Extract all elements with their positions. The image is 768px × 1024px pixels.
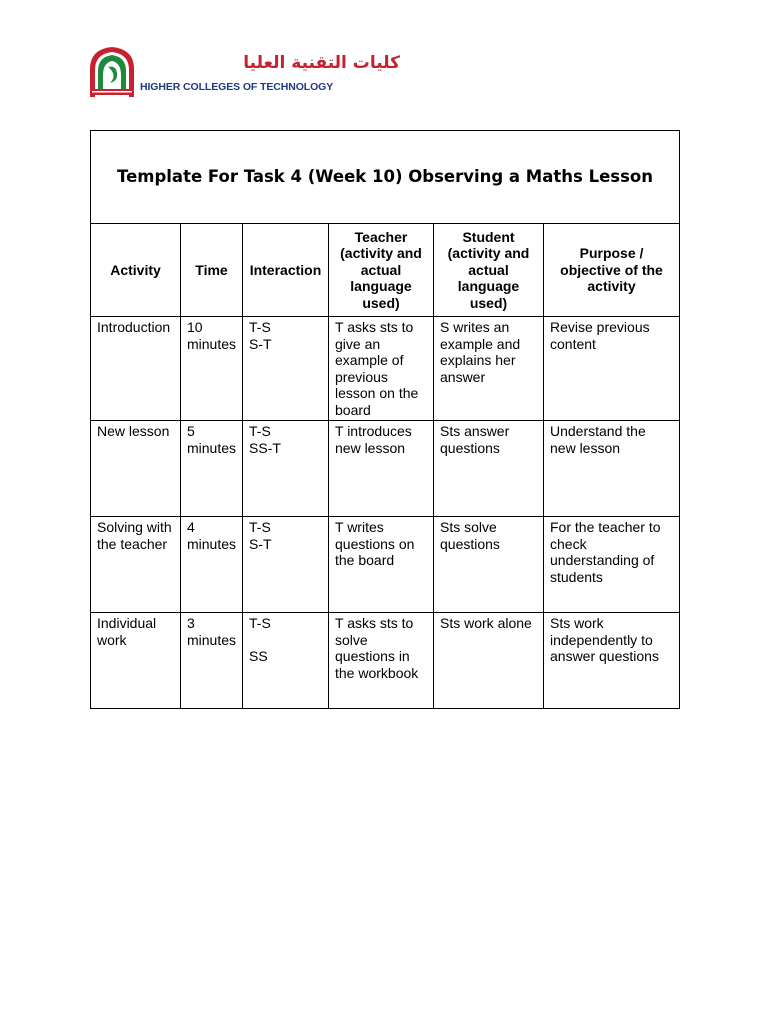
interaction-cell: T-S SS-T (243, 421, 329, 517)
time-cell: 3 minutes (181, 613, 243, 709)
activity-cell: Individual work (91, 613, 181, 709)
student-cell: Sts work alone (434, 613, 544, 709)
purpose-cell: For the teacher to check understanding of students (544, 517, 680, 613)
table-row (91, 613, 680, 709)
interaction-cell: T-S SS (243, 613, 329, 709)
interaction-cell: T-S S-T (243, 517, 329, 613)
teacher-cell: T writes questions on the board (329, 517, 434, 613)
teacher-cell: T introduces new lesson (329, 421, 434, 517)
hct-emblem-icon (88, 45, 136, 99)
time-cell: 10 minutes (181, 317, 243, 421)
column-header: Purpose / objective of the activity (544, 224, 680, 317)
student-cell: S writes an example and explains her answer (434, 317, 544, 421)
logo-arabic-name: كليات التقنية العليا (243, 53, 400, 73)
column-header: Activity (91, 224, 181, 317)
table-row (91, 317, 680, 421)
activity-cell: New lesson (91, 421, 181, 517)
teacher-cell: T asks sts to give an example of previous lesson on the board (329, 317, 434, 421)
document-title: Template For Task 4 (Week 10) Observing a Maths Lesson (91, 131, 680, 224)
table-row (91, 517, 680, 613)
student-cell: Sts solve questions (434, 517, 544, 613)
activity-cell: Introduction (91, 317, 181, 421)
logo-english-name: HIGHER COLLEGES OF TECHNOLOGY (140, 81, 334, 93)
hct-logo (88, 45, 400, 101)
interaction-cell: T-S S-T (243, 317, 329, 421)
title-row (91, 131, 680, 224)
column-header: Time (181, 224, 243, 317)
table-row (91, 421, 680, 517)
activity-cell: Solving with the teacher (91, 517, 181, 613)
teacher-cell: T asks sts to solve questions in the workbook (329, 613, 434, 709)
column-header: Teacher (activity and actual language used) (329, 224, 434, 317)
purpose-cell: Revise previous content (544, 317, 680, 421)
time-cell: 4 minutes (181, 517, 243, 613)
student-cell: Sts answer questions (434, 421, 544, 517)
purpose-cell: Sts work independently to answer questions (544, 613, 680, 709)
observation-table (90, 130, 680, 709)
purpose-cell: Understand the new lesson (544, 421, 680, 517)
column-header: Student (activity and actual language used) (434, 224, 544, 317)
time-cell: 5 minutes (181, 421, 243, 517)
column-header: Interaction (243, 224, 329, 317)
header-row (91, 224, 680, 317)
